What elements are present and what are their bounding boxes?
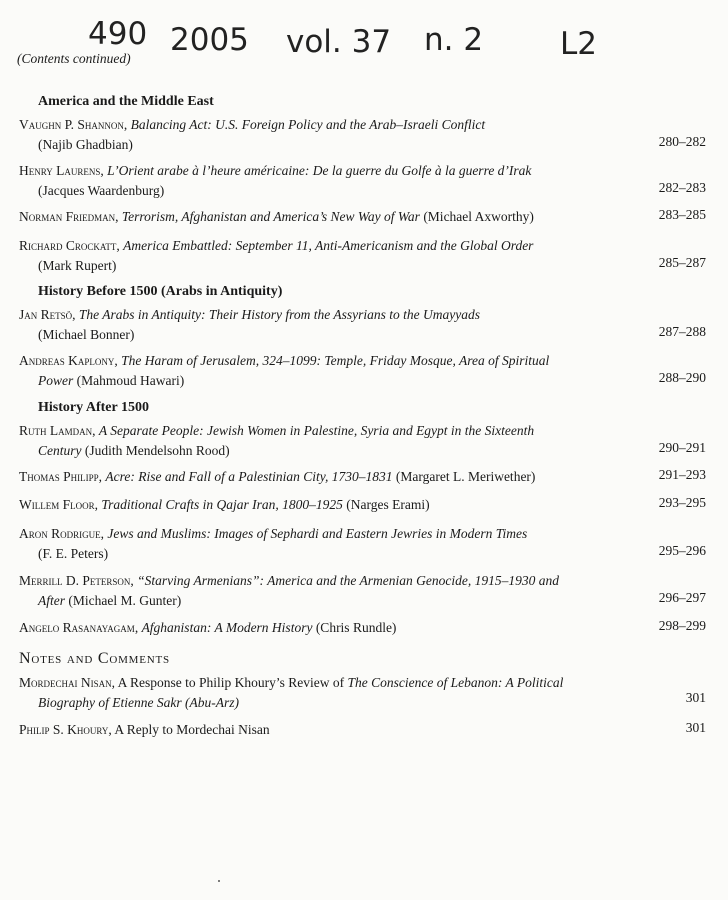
- page-range: 295–296: [658, 543, 706, 558]
- toc-entry: Richard Crockatt, America Embattled: September 11, Anti-Americanism and the Global Order (Mark Rupert): [19, 238, 534, 273]
- toc-entry: Jan Retsö, The Arabs in Antiquity: Their History from the Assyrians to the Umayyads (Michael Bonner): [19, 307, 481, 342]
- toc-entry: Mordechai Nisan, A Response to Philip Khoury’s Review of The Conscience of Lebanon: A Political Biography of Etienne Sakr (Abu-Arz): [19, 675, 564, 710]
- page-number: 301: [685, 690, 706, 705]
- toc-entry: Ruth Lamdan, A Separate People: Jewish Women in Palestine, Syria and Egypt in the Sixteenth Century (Judith Mendelsohn Rood): [19, 423, 535, 458]
- toc-entry: Merrill D. Peterson, “Starving Armenians”: America and the Armenian Genocide, 1915–1930 and After (Michael M. Gunter): [19, 573, 559, 608]
- toc-entry: Angelo Rasanayagam, Afghanistan: A Modern History (Chris Rundle): [19, 620, 397, 635]
- section-heading-notes: Notes and Comments: [19, 650, 170, 667]
- page-range: 287–288: [658, 324, 706, 339]
- page-range: 298–299: [658, 618, 706, 633]
- toc-entry: Willem Floor, Traditional Crafts in Qajar Iran, 1800–1925 (Narges Erami): [19, 497, 430, 512]
- toc-entry: Vaughn P. Shannon, Balancing Act: U.S. Foreign Policy and the Arab–Israeli Conflict (Najib Ghadbian): [19, 117, 486, 152]
- page-range: 291–293: [658, 467, 706, 482]
- contents-continued: (Contents continued): [17, 51, 131, 66]
- section-heading-before-1500: History Before 1500 (Arabs in Antiquity): [38, 284, 283, 299]
- handwritten-annotation: [88, 12, 688, 58]
- page-range: 290–291: [658, 440, 706, 455]
- toc-entry: Henry Laurens, L’Orient arabe à l’heure américaine: De la guerre du Golfe à la guerre d’Irak (Jacques Waardenburg): [19, 163, 532, 198]
- page-number: 301: [685, 720, 706, 735]
- page-range: 293–295: [658, 495, 706, 510]
- page-range: 288–290: [658, 370, 706, 385]
- handwritten-call-number: 490: [88, 16, 148, 52]
- toc-entry: Thomas Philipp, Acre: Rise and Fall of a Palestinian City, 1730–1831 (Margaret L. Meriwether): [19, 469, 536, 484]
- toc-entry: Andreas Kaplony, The Haram of Jerusalem, 324–1099: Temple, Friday Mosque, Area of Spiritual Power (Mahmoud Hawari): [19, 353, 550, 388]
- section-heading-after-1500: History After 1500: [38, 400, 149, 415]
- handwritten-shelf: L2: [560, 26, 597, 58]
- handwritten-year: 2005: [170, 22, 249, 58]
- page-range: 283–285: [658, 207, 706, 222]
- page-range: 285–287: [658, 255, 706, 270]
- toc-entry: Norman Friedman, Terrorism, Afghanistan and America’s New Way of War (Michael Axworthy): [19, 209, 534, 224]
- section-heading-america: America and the Middle East: [38, 94, 214, 109]
- toc-entry: Philip S. Khoury, A Reply to Mordechai Nisan: [19, 722, 270, 737]
- page-range: 282–283: [658, 180, 706, 195]
- handwritten-number: n. 2: [424, 22, 484, 58]
- page-range: 296–297: [658, 590, 706, 605]
- handwritten-volume: vol. 37: [286, 24, 392, 58]
- scan-speck: [218, 880, 220, 882]
- toc-entry: Aron Rodrigue, Jews and Muslims: Images of Sephardi and Eastern Jewries in Modern Times (F. E. Peters): [19, 526, 528, 561]
- page-range: 280–282: [658, 134, 706, 149]
